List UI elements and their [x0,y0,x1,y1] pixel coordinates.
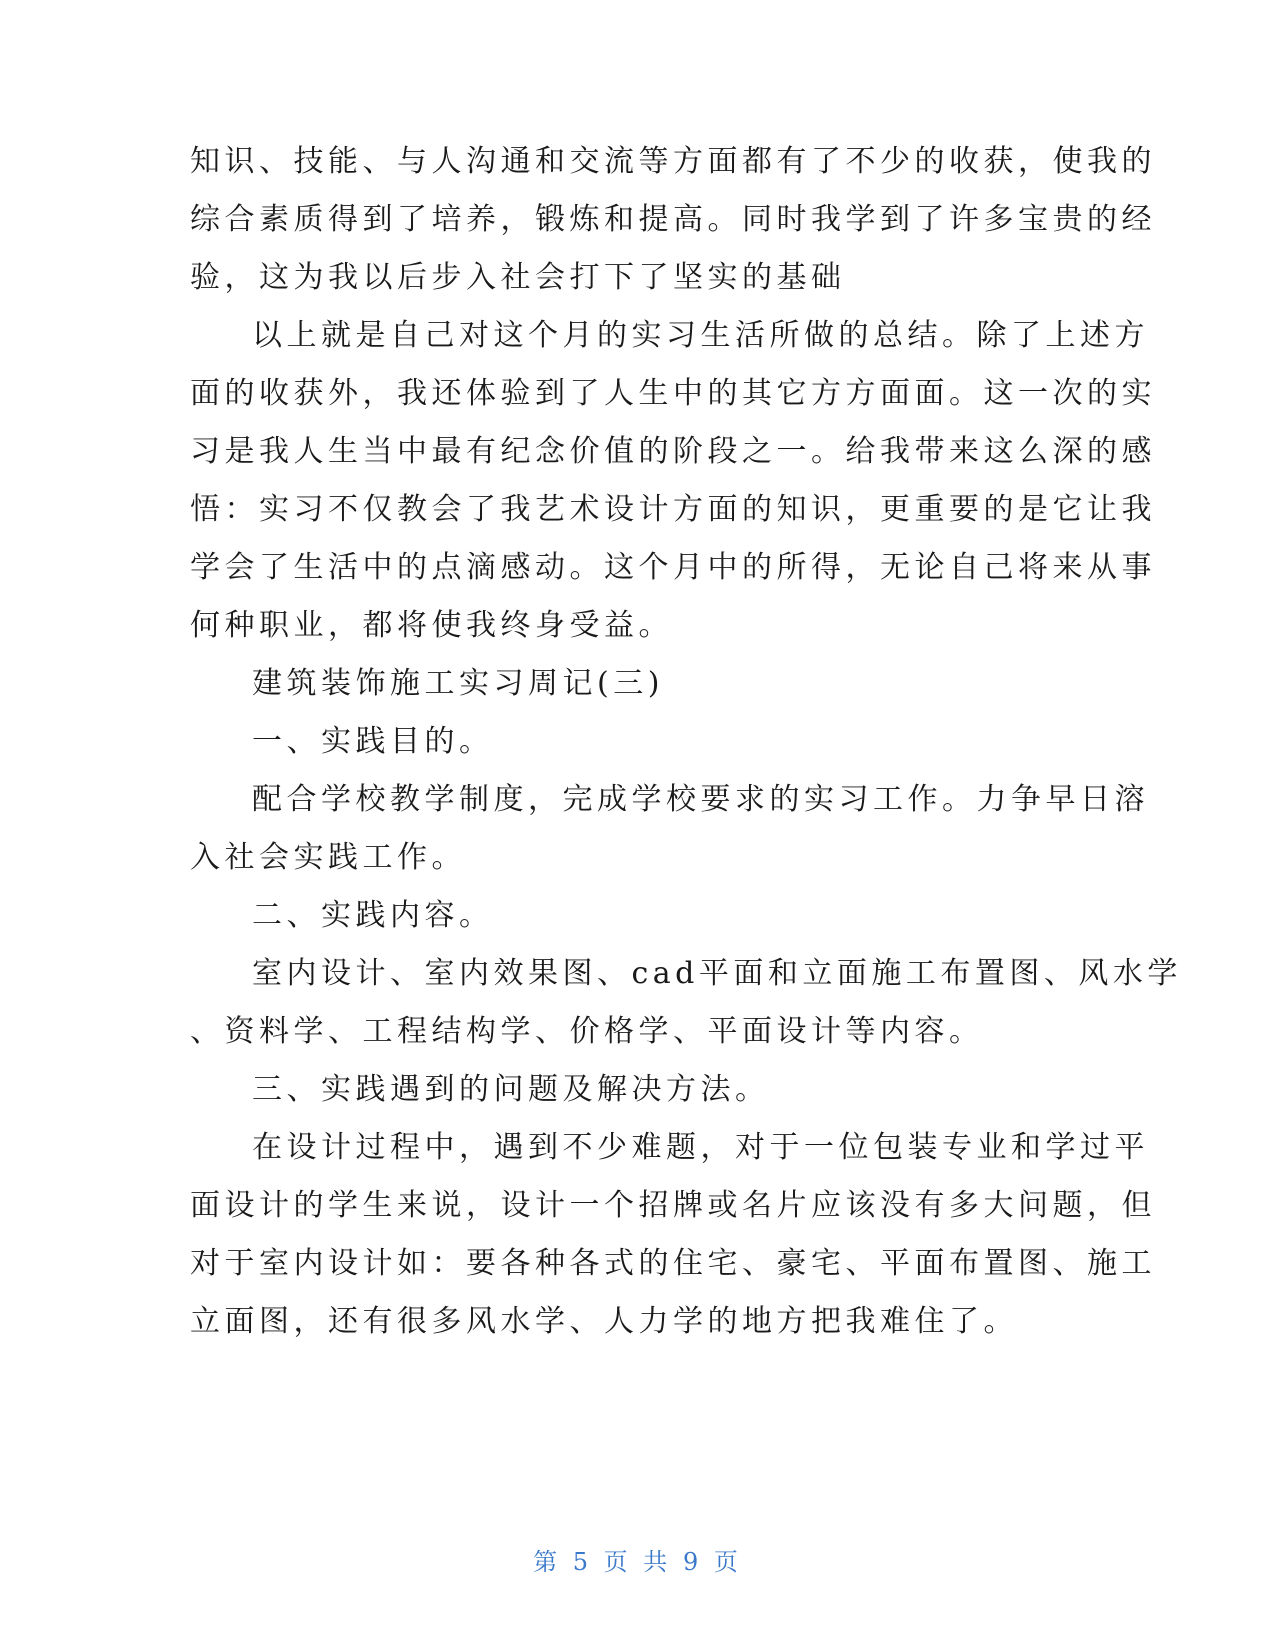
page-number-footer: 第 5 页 共 9 页 [533,1548,742,1576]
text-line: 配合学校教学制度，完成学校要求的实习工作。力争早日溶 [252,782,1149,817]
section-heading: 一、实践目的。 [252,724,494,759]
text-line: 入社会实践工作。 [190,840,466,875]
text-line: 立面图，还有很多风水学、人力学的地方把我难住了。 [190,1304,1018,1339]
text-line: 学会了生活中的点滴感动。这个月中的所得，无论自己将来从事 [190,550,1156,585]
text-line: 在设计过程中，遇到不少难题，对于一位包装专业和学过平 [252,1130,1149,1165]
text-line: 知识、技能、与人沟通和交流等方面都有了不少的收获，使我的 [190,144,1156,179]
text-line: 面的收获外，我还体验到了人生中的其它方方面面。这一次的实 [190,376,1156,411]
text-line: 面设计的学生来说，设计一个招牌或名片应该没有多大问题，但 [190,1188,1156,1223]
text-line: 室内设计、室内效果图、cad平面和立面施工布置图、风水学 [252,956,1182,991]
section-title: 建筑装饰施工实习周记(三) [252,666,664,701]
text-line: 验，这为我以后步入社会打下了坚实的基础 [190,260,846,295]
text-line: 对于室内设计如：要各种各式的住宅、豪宅、平面布置图、施工 [190,1246,1156,1281]
section-heading: 三、实践遇到的问题及解决方法。 [252,1072,770,1107]
text-line: 、资料学、工程结构学、价格学、平面设计等内容。 [190,1014,984,1049]
text-line: 悟：实习不仅教会了我艺术设计方面的知识，更重要的是它让我 [190,492,1156,527]
text-line: 以上就是自己对这个月的实习生活所做的总结。除了上述方 [252,318,1149,353]
text-line: 何种职业，都将使我终身受益。 [190,608,673,643]
text-line: 综合素质得到了培养，锻炼和提高。同时我学到了许多宝贵的经 [190,202,1156,237]
text-line: 习是我人生当中最有纪念价值的阶段之一。给我带来这么深的感 [190,434,1156,469]
section-heading: 二、实践内容。 [252,898,494,933]
